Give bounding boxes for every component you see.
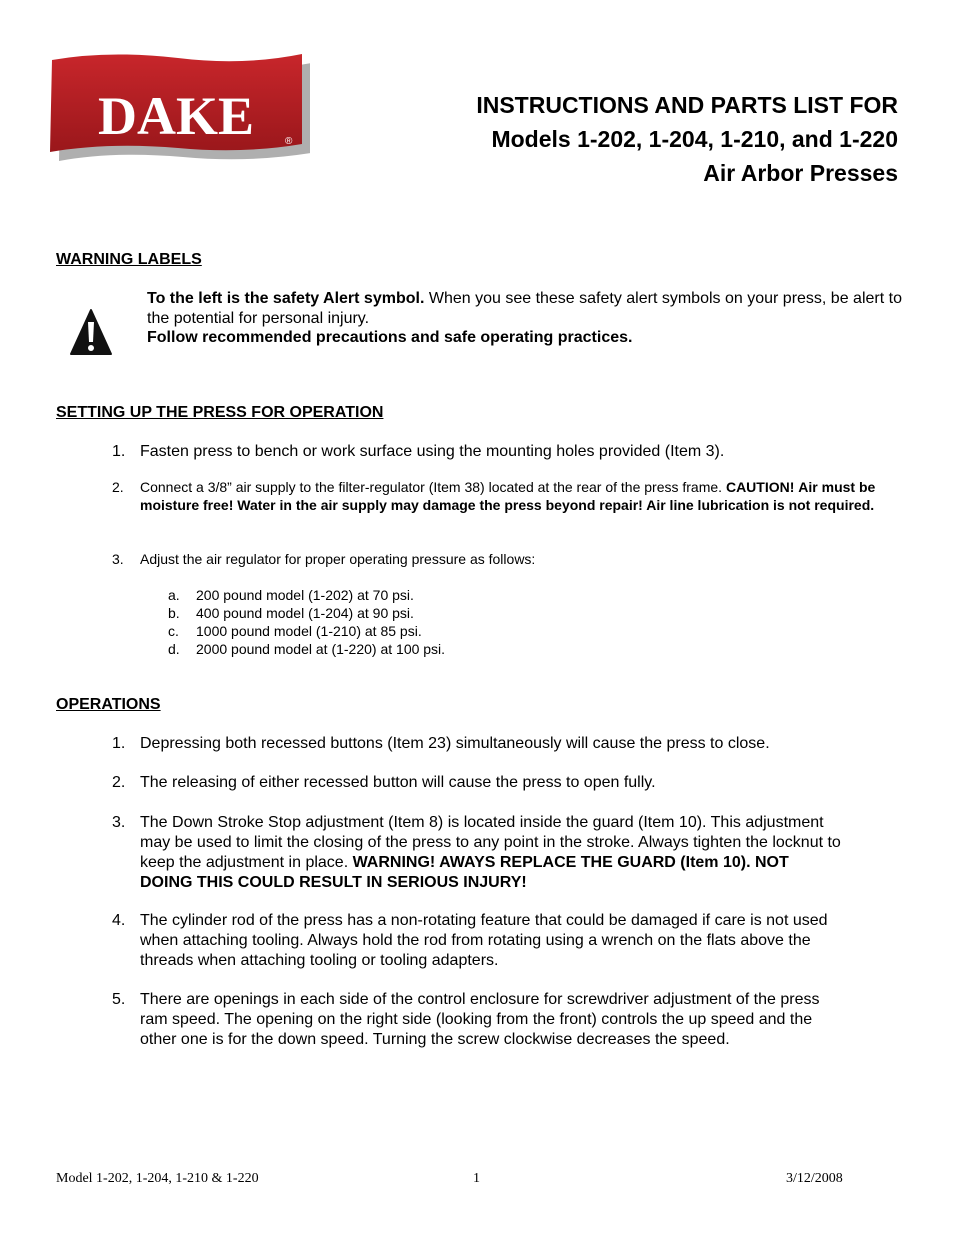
dake-logo: [48, 52, 310, 162]
registered-mark: ®: [285, 136, 293, 147]
list-text: [140, 813, 841, 893]
setup-heading: SETTING UP THE PRESS FOR OPERATION: [56, 404, 384, 421]
safety-alert-text: When you see these safety alert symbols on your press, be alert to the potential for personal injury.: [147, 290, 902, 327]
list-number: 1.: [112, 735, 126, 752]
sub-text: 200 pound model (1-202) at 70 psi.: [196, 587, 414, 603]
title-line-3: Air Arbor Presses: [703, 160, 898, 186]
list-number: 1.: [112, 443, 126, 460]
list-number: 3.: [112, 551, 124, 567]
document-title: [476, 88, 898, 190]
list-number: 2.: [112, 479, 124, 495]
guard-warning: WARNING! AWAYS REPLACE THE GUARD (Item 10). NOT: [352, 854, 789, 871]
text-line: may be used to limit the closing of the press to any point in the stroke. Always tighten the locknut to: [140, 834, 841, 851]
logo-wordmark: DAKE: [97, 86, 255, 146]
text-line: The cylinder rod of the press has a non-rotating feature that could be damaged if care is not used: [140, 912, 828, 929]
list-number: 5.: [112, 991, 126, 1008]
text-line: other one is for the down speed. Turning the screw clockwise decreases the speed.: [140, 1031, 730, 1048]
list-text: [140, 990, 819, 1050]
caution-text: Connect a 3/8” air supply to the filter-regulator (Item 38) located at the rear of the press frame.: [140, 479, 726, 495]
setup-subitem-a: [168, 586, 414, 604]
text-line: keep the adjustment in place.: [140, 854, 353, 871]
caution-label: CAUTION!: [725, 479, 795, 495]
footer-model: Model 1-202, 1-204, 1-210 & 1-220: [56, 1171, 259, 1186]
caution-warning: Air must be moisture free! Water in the air supply may damage the press beyond repair! Air line lubrication is not required.: [140, 479, 876, 513]
warning-triangle-icon: [69, 308, 113, 356]
list-text: [140, 478, 900, 514]
sub-letter: d.: [168, 641, 180, 657]
sub-letter: c.: [168, 623, 179, 639]
setup-subitem-d: [168, 640, 445, 658]
safety-alert-follow: Follow recommended precautions and safe operating practices.: [147, 329, 633, 346]
page-number: 1: [473, 1171, 480, 1186]
list-text: Adjust the air regulator for proper operating pressure as follows:: [140, 551, 536, 567]
safety-alert-paragraph: [147, 289, 907, 348]
title-line-2: Models 1-202, 1-204, 1-210, and 1-220: [491, 126, 898, 152]
list-text: Depressing both recessed buttons (Item 23) simultaneously will cause the press to close.: [140, 735, 770, 752]
list-text: The releasing of either recessed button will cause the press to open fully.: [140, 774, 656, 791]
list-text: [140, 911, 828, 971]
sub-text: 400 pound model (1-204) at 90 psi.: [196, 605, 414, 621]
list-number: 4.: [112, 912, 126, 929]
setup-subitem-c: [168, 622, 422, 640]
title-line-1: INSTRUCTIONS AND PARTS LIST FOR: [476, 92, 898, 118]
setup-subitem-b: [168, 604, 414, 622]
list-text: Fasten press to bench or work surface using the mounting holes provided (Item 3).: [140, 443, 725, 460]
sub-letter: a.: [168, 587, 180, 603]
safety-alert-intro: To the left is the safety Alert symbol.: [147, 290, 425, 307]
guard-warning-2: DOING THIS COULD RESULT IN SERIOUS INJURY!: [140, 874, 527, 891]
text-line: The Down Stroke Stop adjustment (Item 8) is located inside the guard (Item 10). This adjustment: [140, 814, 824, 831]
list-number: 2.: [112, 774, 126, 791]
text-line: threads when attaching tooling or tooling adapters.: [140, 952, 499, 969]
sub-text: 1000 pound model (1-210) at 85 psi.: [196, 623, 422, 639]
footer-date: 3/12/2008: [786, 1171, 843, 1186]
list-number: 3.: [112, 814, 126, 831]
text-line: ram speed. The opening on the right side (looking from the front) controls the up speed and the: [140, 1011, 813, 1028]
text-line: There are openings in each side of the control enclosure for screwdriver adjustment of the press: [140, 991, 820, 1008]
operations-heading: OPERATIONS: [56, 696, 161, 713]
sub-letter: b.: [168, 605, 180, 621]
text-line: when attaching tooling. Always hold the rod from rotating using a wrench on the flats above the: [140, 932, 811, 949]
warning-labels-heading: WARNING LABELS: [56, 251, 202, 268]
sub-text: 2000 pound model at (1-220) at 100 psi.: [196, 641, 446, 657]
